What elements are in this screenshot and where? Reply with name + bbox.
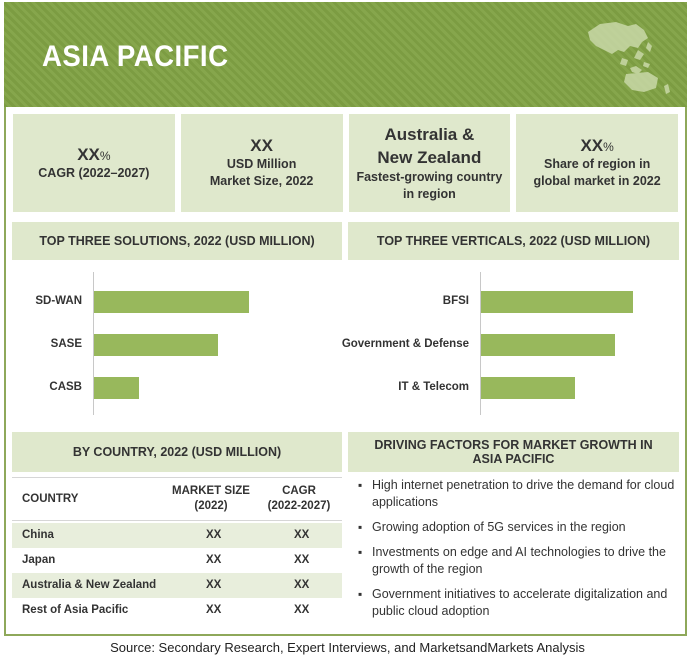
driver-item: ▪ High internet penetration to drive the demand for cloud applications: [350, 477, 680, 511]
country-name: China: [22, 529, 54, 541]
market-size-value: XX: [206, 579, 222, 591]
kpi-fastest-country-label-1: Fastest-growing country: [356, 170, 503, 184]
driver-item: ▪ Government initiatives to accelerate digitalization and public cloud adoption: [350, 586, 680, 620]
bar: [94, 334, 218, 356]
drivers-list: [350, 477, 680, 628]
country-name: Rest of Asia Pacific: [22, 604, 129, 616]
col-country: COUNTRY: [22, 493, 79, 505]
source-note: Source: Secondary Research, Expert Interviews, and MarketsandMarkets Analysis: [110, 640, 585, 655]
kpi-market-size-value: XX: [250, 136, 273, 155]
kpi-fastest-country-name-1: Australia &: [384, 125, 475, 144]
category-label: Government & Defense: [341, 338, 469, 350]
drivers-title-line1: DRIVING FACTORS FOR MARKET GROWTH IN: [374, 438, 653, 452]
col-cagr-line1: CAGR: [282, 485, 316, 497]
col-cagr-line2: (2022-2027): [267, 500, 331, 512]
kpi-share: [515, 113, 679, 213]
bar: [481, 334, 615, 356]
driver-item: ▪ Growing adoption of 5G services in the region: [350, 519, 680, 536]
col-cagr: [254, 484, 344, 514]
cagr-value: XX: [294, 579, 310, 591]
table-row: [12, 523, 342, 548]
category-label: SD-WAN: [35, 295, 82, 307]
kpi-share-unit: %: [603, 140, 614, 154]
asia-pacific-map-icon: [578, 12, 678, 97]
bar: [481, 291, 633, 313]
page-title: ASIA PACIFIC: [42, 40, 229, 73]
kpi-cagr-unit: %: [99, 148, 111, 163]
col-market-size: [162, 484, 260, 514]
bar: [94, 377, 139, 399]
kpi-market-size: [180, 113, 344, 213]
country-table-title: BY COUNTRY, 2022 (USD MILLION): [12, 432, 342, 472]
table-row: [12, 598, 342, 623]
kpi-cagr-label: CAGR (2022–2027): [38, 165, 150, 180]
col-market-size-line2: (2022): [194, 500, 228, 512]
cagr-value: XX: [294, 529, 310, 541]
verticals-chart-title: TOP THREE VERTICALS, 2022 (USD MILLION): [348, 222, 679, 260]
col-market-size-line1: MARKET SIZE: [172, 485, 250, 497]
category-label: BFSI: [442, 295, 469, 307]
market-size-value: XX: [206, 604, 222, 616]
category-label: IT & Telecom: [398, 381, 469, 393]
country-name: Australia & New Zealand: [22, 579, 157, 591]
category-label: SASE: [50, 338, 82, 350]
drivers-title-line2: ASIA PACIFIC: [472, 452, 555, 466]
category-label: CASB: [49, 381, 82, 393]
cagr-value: XX: [294, 554, 310, 566]
table-row: [12, 548, 342, 573]
cagr-value: XX: [294, 604, 310, 616]
kpi-cagr-value: XX: [77, 144, 100, 164]
kpi-row: [12, 113, 679, 213]
table-row: [12, 573, 342, 598]
bar: [94, 291, 249, 313]
country-table-header: [12, 477, 342, 521]
kpi-fastest-country: [348, 113, 512, 213]
kpi-share-label-1: Share of region in: [543, 157, 651, 171]
kpi-fastest-country-label-2: in region: [402, 187, 456, 201]
market-size-value: XX: [206, 554, 222, 566]
kpi-fastest-country-name-2: New Zealand: [377, 148, 482, 167]
bar: [481, 377, 575, 399]
drivers-title: [348, 432, 679, 472]
kpi-share-label-2: global market in 2022: [533, 174, 661, 188]
country-name: Japan: [22, 554, 56, 566]
solutions-chart-title: TOP THREE SOLUTIONS, 2022 (USD MILLION): [12, 222, 342, 260]
kpi-share-value: XX: [580, 136, 604, 155]
driver-item: ▪ Investments on edge and AI technologies to drive the growth of the region: [350, 544, 680, 578]
kpi-market-size-unit: USD Million: [226, 157, 297, 171]
market-size-value: XX: [206, 529, 222, 541]
kpi-cagr: [12, 113, 176, 213]
kpi-market-size-label: Market Size, 2022: [209, 174, 314, 188]
header-banner: [4, 2, 687, 107]
